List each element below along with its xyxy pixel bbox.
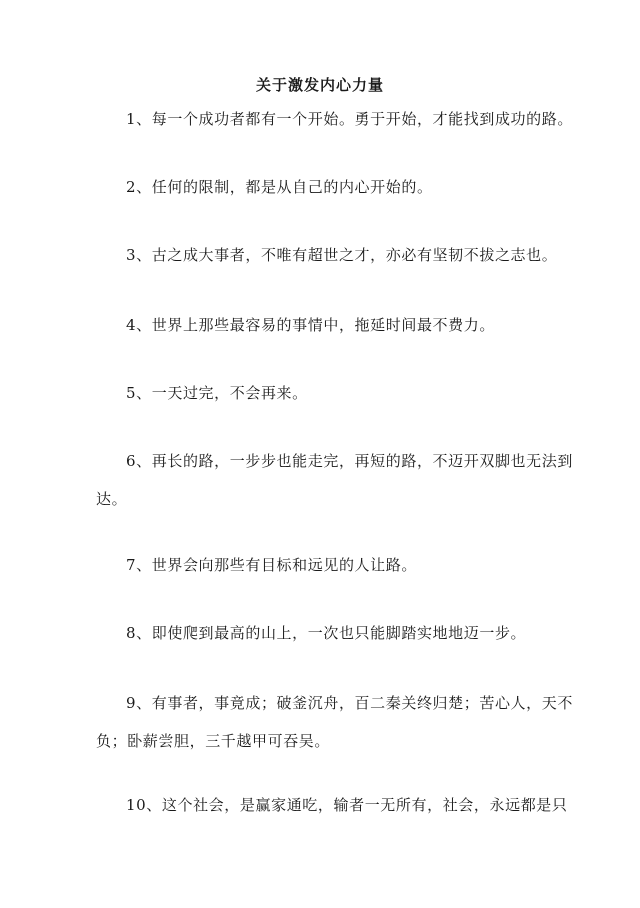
quote-item-2: 2、任何的限制，都是从自己的内心开始的。 [126,178,433,196]
quote-item-4: 4、世界上那些最容易的事情中，拖延时间最不费力。 [126,316,495,334]
quote-item-7: 7、世界会向那些有目标和远见的人让路。 [126,556,417,574]
document-title: 关于激发内心力量 [255,76,384,94]
quote-item-1: 1、每一个成功者都有一个开始。勇于开始，才能找到成功的路。 [126,110,573,128]
quote-item-5: 5、一天过完，不会再来。 [126,384,308,402]
quote-item-9: 9、有事者，事竟成；破釜沉舟，百二秦关终归楚；苦心人，天不负；卧薪尝胆，三千越甲可吞吴。 [96,694,573,750]
quote-item-3: 3、古之成大事者，不唯有超世之才，亦必有坚韧不拔之志也。 [126,246,558,264]
quote-item-6: 6、再长的路，一步步也能走完，再短的路，不迈开双脚也无法到达。 [96,452,573,508]
quote-item-8: 8、即使爬到最高的山上，一次也只能脚踏实地地迈一步。 [126,624,527,642]
quote-item-10: 10、这个社会，是赢家通吃，输者一无所有，社会，永远都是只 [126,796,568,814]
